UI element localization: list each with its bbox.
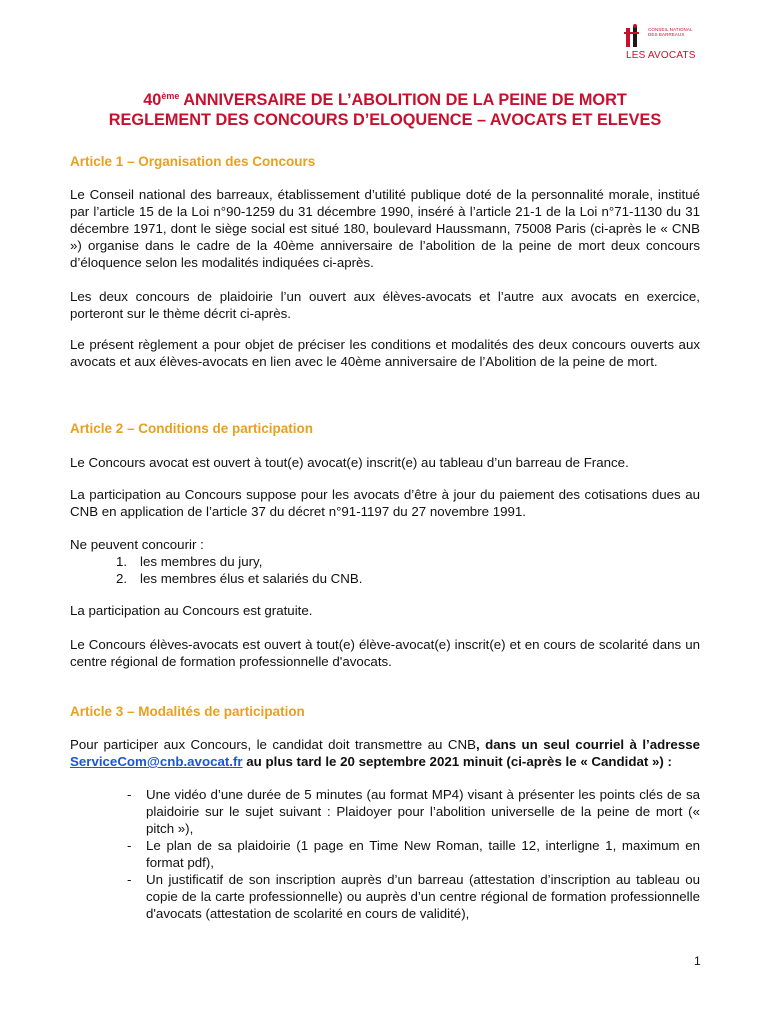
article2-paragraph5: Le Concours élèves-avocats est ouvert à tout(e) élève-avocat(e) inscrit(e) et en cours de scolarité dans un centre régional de formation professionnelle d'avocats.: [70, 637, 700, 669]
page-title-line1: 40ème ANNIVERSAIRE DE L’ABOLITION DE LA PEINE DE MORT: [143, 91, 627, 109]
list-item-number: 1.: [116, 554, 128, 569]
list-item-number: 2.: [116, 571, 128, 586]
list-item-text: les membres élus et salariés du CNB.: [140, 571, 363, 586]
bullet-item: Une vidéo d’une durée de 5 minutes (au format MP4) visant à présenter les points clés de sa plaidoirie sur le sujet suivant : Plaidoyer pour l’abolition universelle de la peine de mort (« pitch »),: [146, 787, 700, 836]
scales-of-justice-icon: [621, 24, 643, 48]
article1-heading: Article 1 – Organisation des Concours: [70, 154, 316, 169]
logo-small-text: CONSEIL NATIONAL DES BARREAUX: [648, 27, 693, 37]
cnb-logo: [621, 24, 703, 62]
article2-heading: Article 2 – Conditions de participation: [70, 421, 314, 436]
bullet-item: Un justificatif de son inscription auprès d’un barreau (attestation d’inscription au tableau ou copie de la carte professionnelle) ou auprès d’un centre régional de formation professionnelle d'avocats (attestation de scolarité en cours de validité),: [146, 872, 700, 921]
article2-paragraph4: La participation au Concours est gratuite.: [70, 603, 313, 618]
page-title-line2: REGLEMENT DES CONCOURS D’ELOQUENCE – AVOCATS ET ELEVES: [108, 111, 662, 129]
bullet-dash: -: [127, 872, 132, 887]
article3-intro: Pour participer aux Concours, le candidat doit transmettre au CNB, dans un seul courriel à l’adresse ServiceCom@cnb.avocat.fr au plus tard le 20 septembre 2021 minuit (ci-après le « Candidat ») :: [70, 737, 701, 769]
email-link[interactable]: ServiceCom@cnb.avocat.fr: [70, 754, 243, 769]
article1-paragraph1: Le Conseil national des barreaux, établissement d’utilité publique doté de la personnalité morale, institué par l’article 15 de la Loi n°90-1259 du 31 décembre 1990, inséré à l’article 21-1 de la Loi n°71-1130 du 31 décembre 1971, dont le siège social est situé 180, boulevard Haussmann, 75008 Paris (ci-après le « CNB ») organise dans le cadre de la 40ème anniversaire de l’abolition de la peine de mort deux concours d’éloquence selon les modalités indiquées ci-après.: [70, 187, 700, 270]
bullet-dash: -: [127, 838, 132, 853]
page-number: 1: [694, 954, 701, 968]
article1-paragraph2: Les deux concours de plaidoirie l’un ouvert aux élèves-avocats et l’autre aux avocats en exercice, porteront sur le thème décrit ci-après.: [70, 289, 700, 321]
article2-paragraph3: Ne peuvent concourir :: [70, 537, 204, 552]
list-item-text: les membres du jury,: [140, 554, 263, 569]
article2-paragraph2: La participation au Concours suppose pour les avocats d’être à jour du paiement des cotisations dues au CNB en application de l’article 37 du décret n°91-1197 du 27 novembre 1991.: [70, 487, 700, 519]
article3-heading: Article 3 – Modalités de participation: [70, 704, 305, 719]
bullet-item: Le plan de sa plaidoirie (1 page en Time New Roman, taille 12, interligne 1, maximum en format pdf),: [146, 838, 700, 870]
article2-paragraph1: Le Concours avocat est ouvert à tout(e) avocat(e) inscrit(e) au tableau d’un barreau de France.: [70, 455, 629, 470]
article1-paragraph3: Le présent règlement a pour objet de préciser les conditions et modalités des deux concours ouverts aux avocats et aux élèves-avocats en lien avec le 40ème anniversaire de l’Abolition de la peine de mort.: [70, 337, 700, 369]
logo-big-text: LES AVOCATS: [626, 50, 696, 61]
bullet-dash: -: [127, 787, 132, 802]
